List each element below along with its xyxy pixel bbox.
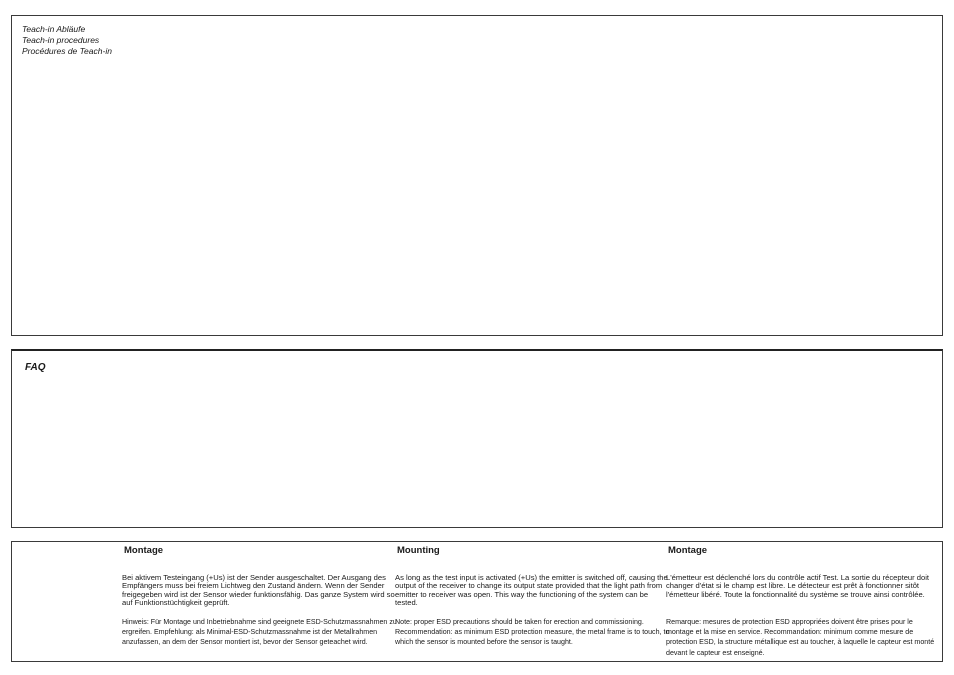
mounting-section [11,541,943,662]
teach-in-title-de: Teach-in Abläufe [22,24,86,34]
teach-in-titles [22,24,112,57]
mounting-text-en: As long as the test input is activated (+Us) the emitter is switched off, causing the output of the receiver to change its output state provided that the light path from emitter to receiver was open. This way the functioning of the system can be tested. [395,573,668,608]
mounting-column-de [122,545,397,647]
mounting-column-fr [666,545,938,657]
mounting-note-fr: Remarque: mesures de protection ESD appropriées doivent être prises pour le montage et la mise en service. Recommandation: minimum comme mesure de protection ESD, la structure métallique est au toucher, à laquelle le capteur est monté devant le capteur est enseigné. [666,618,935,657]
mounting-note-de: Hinweis: Für Montage und Inbetriebnahme sind geeignete ESD-Schutzmassnahmen zu ergreifen. Empfehlung: als Minimal-ESD-Schutzmassnahme ist der Metallrahmen anzufassen, an dem der Sensor montiert ist, bevor der Sensor geteachet wird. [122,618,397,647]
faq-section [11,349,943,528]
mounting-heading-de: Montage [124,545,164,556]
teach-in-section [11,15,943,336]
mounting-text-de: Bei aktivem Testeingang (+Us) ist der Sender ausgeschaltet. Der Ausgang des Empfängers muss bei freiem Lichtweg den Zustand ändern. Wenn der Sender freigegeben wird ist der Sensor wieder funktionsfähig. Das ganze System wird so auf Funktionstüchtigkeit geprüft. [122,573,395,608]
faq-title: FAQ [25,362,46,373]
teach-in-title-en: Teach-in procedures [22,35,100,45]
mounting-heading-en: Mounting [397,545,440,556]
mounting-heading-fr: Montage [668,545,708,556]
mounting-column-en [395,545,670,647]
mounting-note-en: Note: proper ESD precautions should be taken for erection and commissioning. Recommendation: as minimum ESD protection measure, the metal frame is to touch, to which the sensor is mounted before the sensor is taught. [395,618,670,647]
mounting-text-fr: L'émetteur est déclenché lors du contrôle actif Test. La sortie du récepteur doit changer d'état si le champ est libre. Le détecteur est prêt à fonctionner sitôt l'émetteur libéré. Toute la fonctionnalité du système se trouve ainsi contrôlée. [666,573,930,599]
teach-in-title-fr: Procédures de Teach-in [22,46,112,56]
